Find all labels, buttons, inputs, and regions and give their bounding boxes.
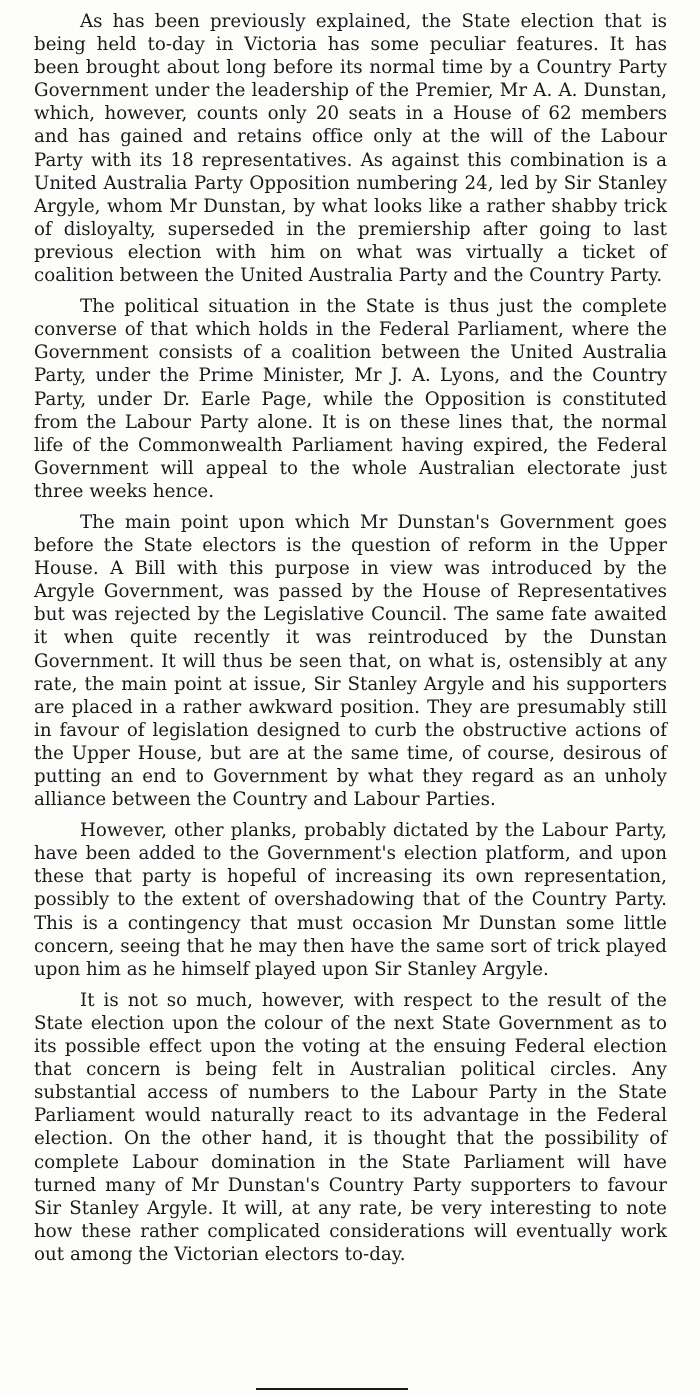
article-paragraph: However, other planks, probably dictated by the Labour Party, have been added to the Government's election platform, and upon these that party is hopeful of increasing its own representation, possibly to the extent of overshadowing that of the Country Party. This is a contingency that must occasion Mr Dunstan some little concern, seeing that he may then have the same sort of trick played upon him as he himself played upon Sir Stanley Argyle. (34, 820, 667, 980)
article-paragraph: The political situation in the State is thus just the complete converse of that which holds in the Federal Parliament, where the Government consists of a coalition between the United Australia Party, under the Prime Minister, Mr J. A. Lyons, and the Country Party, under Dr. Earle Page, while the Opposition is constituted from the Labour Party alone. It is on these lines that, the normal life of the Commonwealth Parliament having expired, the Federal Government will appeal to the whole Australian electorate just three weeks hence. (34, 296, 667, 502)
end-rule-divider (256, 1388, 408, 1390)
article-paragraph: The main point upon which Mr Dunstan's Government goes before the State electors is the question of reform in the Upper House. A Bill with this purpose in view was introduced by the Argyle Government, was passed by the House of Representatives but was rejected by the Legislative Council. The same fate awaited it when quite recently it was reintroduced by the Dunstan Government. It will thus be seen that, on what is, ostensibly at any rate, the main point at issue, Sir Stanley Argyle and his supporters are placed in a rather awkward position. They are presumably still in favour of legislation designed to curb the obstructive actions of the Upper House, but are at the same time, of course, desirous of putting an end to Government by what they regard as an unholy alliance between the Country and Labour Parties. (34, 511, 667, 811)
article-paragraph: As has been previously explained, the State election that is being held to-day in Victoria has some peculiar features. It has been brought about long before its normal time by a Country Party Government under the leadership of the Premier, Mr A. A. Dunstan, which, however, counts only 20 seats in a House of 62 members and has gained and retains office only at the will of the Labour Party with its 18 representatives. As against this combination is a United Australia Party Opposition numbering 24, led by Sir Stanley Argyle, whom Mr Dunstan, by what looks like a rather shabby trick of disloyalty, superseded in the premiership after going to last previous election with him on what was virtually a ticket of coalition between the United Australia Party and the Country Party. (34, 11, 667, 287)
article-paragraph: It is not so much, however, with respect to the result of the State election upon the colour of the next State Government as to its possible effect upon the voting at the ensuing Federal election that concern is being felt in Australian political circles. Any substantial access of numbers to the Labour Party in the State Parliament would naturally react to its advantage in the Federal election. On the other hand, it is thought that the possibility of complete Labour domination in the State Parliament will have turned many of Mr Dunstan's Country Party supporters to favour Sir Stanley Argyle. It will, at any rate, be very interesting to note how these rather complicated considerations will eventually work out among the Victorian electors to-day. (34, 989, 667, 1265)
article-body (34, 10, 667, 1274)
